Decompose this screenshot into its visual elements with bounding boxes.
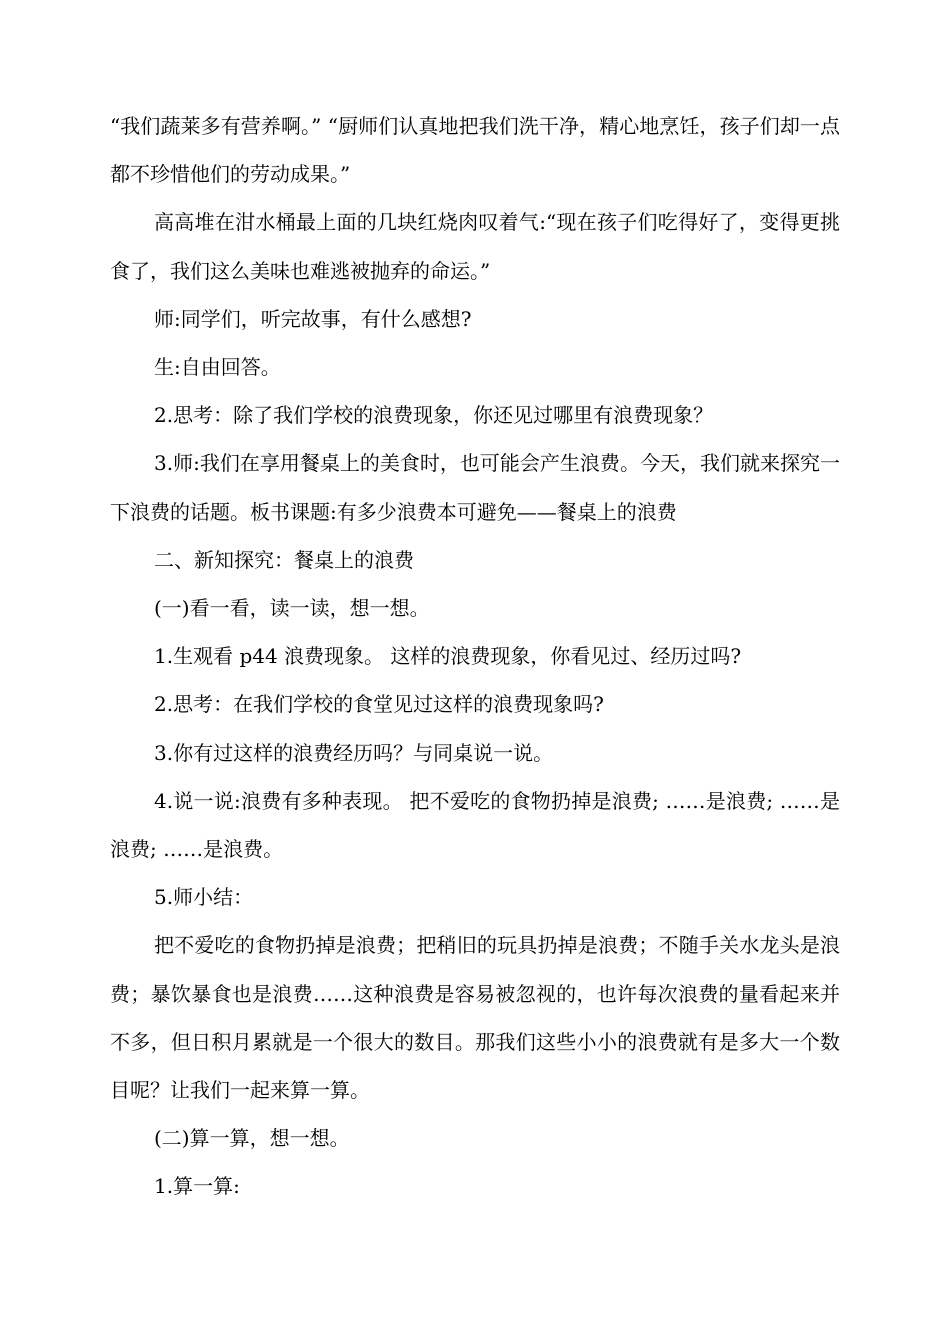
list-item-teacher-summary: 5.师小结：	[154, 885, 254, 910]
paragraph-braised-pork-quote: 高高堆在泔水桶最上面的几块红烧肉叹着气:“现在孩子们吃得好了，变得更挑食了，我们这么美味也难逃被抛弃的命运。”	[110, 210, 840, 283]
subsection-heading-look-read-think: (一)看一看，读一读，想一想。	[154, 596, 430, 621]
paragraph-summary-text: 把不爱吃的食物扔掉是浪费；把稍旧的玩具扔掉是浪费；不随手关水龙头是浪费；暴饮暴食也是浪费……这种浪费是容易被忽视的，也许每次浪费的量看起来并不多，但日积月累就是一个很大的数目。那我们这些小小的浪费就有是多大一个数目呢？让我们一起来算一算。	[110, 933, 840, 1103]
list-item-think-cafeteria: 2.思考：在我们学校的食堂见过这样的浪费现象吗?	[154, 692, 604, 717]
list-item-share-experience: 3.你有过这样的浪费经历吗？与同桌说一说。	[154, 740, 554, 765]
subsection-heading-calculate-think: (二)算一算，想一想。	[154, 1126, 350, 1151]
section-heading-new-knowledge: 二、新知探究：餐桌上的浪费	[154, 547, 414, 572]
paragraph-teacher-question: 师:同学们，听完故事，有什么感想?	[154, 306, 472, 331]
paragraph-lesson-topic: 3.师:我们在享用餐桌上的美食时，也可能会产生浪费。今天，我们就来探究一下浪费的话题。板书课题:有多少浪费本可避免——餐桌上的浪费	[110, 451, 840, 524]
document-body	[110, 102, 840, 1211]
list-item-calculate: 1.算一算:	[154, 1174, 240, 1199]
list-item-watch-p44: 1.生观看 p44 浪费现象。 这样的浪费现象，你看见过、经历过吗?	[154, 644, 742, 669]
paragraph-student-answer: 生:自由回答。	[154, 355, 281, 380]
paragraph-vegetable-quote: “我们蔬莱多有营养啊。” “厨师们认真地把我们洗干净，精心地烹饪，孩子们却一点都不珍惜他们的劳动成果。”	[110, 114, 840, 187]
list-item-forms-of-waste: 4.说一说:浪费有多种表现。 把不爱吃的食物扔掉是浪费; ……是浪费; ……是浪费; ……是浪费。	[110, 788, 840, 862]
paragraph-think-waste-elsewhere: 2.思考：除了我们学校的浪费现象，你还见过哪里有浪费现象？	[154, 403, 714, 428]
